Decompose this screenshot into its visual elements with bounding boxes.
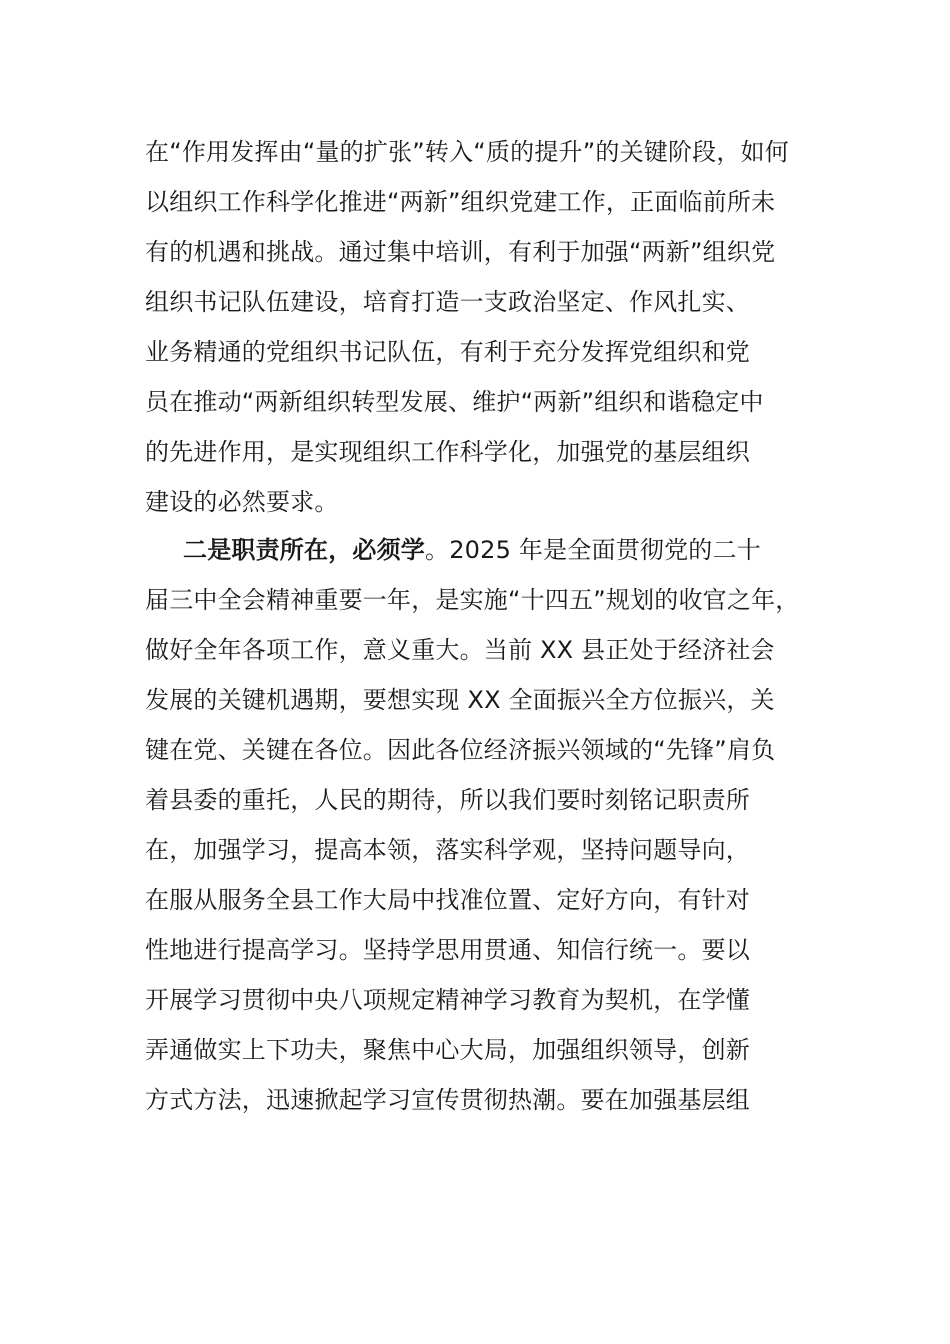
paragraph-line: 弄通做实上下功夫，聚焦中心大局，加强组织领导，创新 (145, 1036, 750, 1064)
paragraph-first-line-text: 。2025 年是全面贯彻党的二十 (425, 536, 761, 564)
paragraph-line: 着县委的重托，人民的期待，所以我们要时刻铭记职责所 (145, 786, 750, 814)
paragraph-line: 的先进作用，是实现组织工作科学化，加强党的基层组织 (145, 438, 750, 466)
paragraph-line: 在服从服务全县工作大局中找准位置、定好方向，有针对 (145, 886, 750, 914)
paragraph-line: 性地进行提高学习。坚持学思用贯通、知信行统一。要以 (145, 936, 750, 964)
paragraph-2 (145, 525, 835, 1125)
paragraph-line: 开展学习贯彻中央八项规定精神学习教育为契机，在学懂 (145, 986, 750, 1014)
paragraph-1 (145, 127, 835, 527)
paragraph-line: 届三中全会精神重要一年，是实施“十四五”规划的收官之年， (145, 586, 800, 614)
paragraph-line: 有的机遇和挑战。通过集中培训，有利于加强“两新”组织党 (145, 238, 776, 266)
paragraph-line: 键在党、关键在各位。因此各位经济振兴领域的“先锋”肩负 (145, 736, 776, 764)
paragraph-line: 方式方法，迅速掀起学习宣传贯彻热潮。要在加强基层组 (145, 1086, 750, 1114)
paragraph-line: 员在推动“两新组织转型发展、维护“两新”组织和谐稳定中 (145, 388, 764, 416)
paragraph-line: 发展的关键机遇期，要想实现 XX 全面振兴全方位振兴，关 (145, 686, 775, 714)
section-heading: 二是职责所在，必须学 (183, 536, 425, 564)
paragraph-first-line (145, 525, 835, 575)
paragraph-line: 做好全年各项工作，意义重大。当前 XX 县正处于经济社会 (145, 636, 775, 664)
paragraph-line: 组织书记队伍建设，培育打造一支政治坚定、作风扎实、 (145, 288, 750, 316)
paragraph-line: 在，加强学习，提高本领，落实科学观，坚持问题导向， (145, 836, 750, 864)
paragraph-line: 以组织工作科学化推进“两新”组织党建工作，正面临前所未 (145, 188, 776, 216)
paragraph-line: 建设的必然要求。 (145, 488, 339, 516)
paragraph-line: 业务精通的党组织书记队伍，有利于充分发挥党组织和党 (145, 338, 750, 366)
paragraph-line: 在“作用发挥由“量的扩张”转入“质的提升”的关键阶段，如何 (145, 138, 789, 166)
